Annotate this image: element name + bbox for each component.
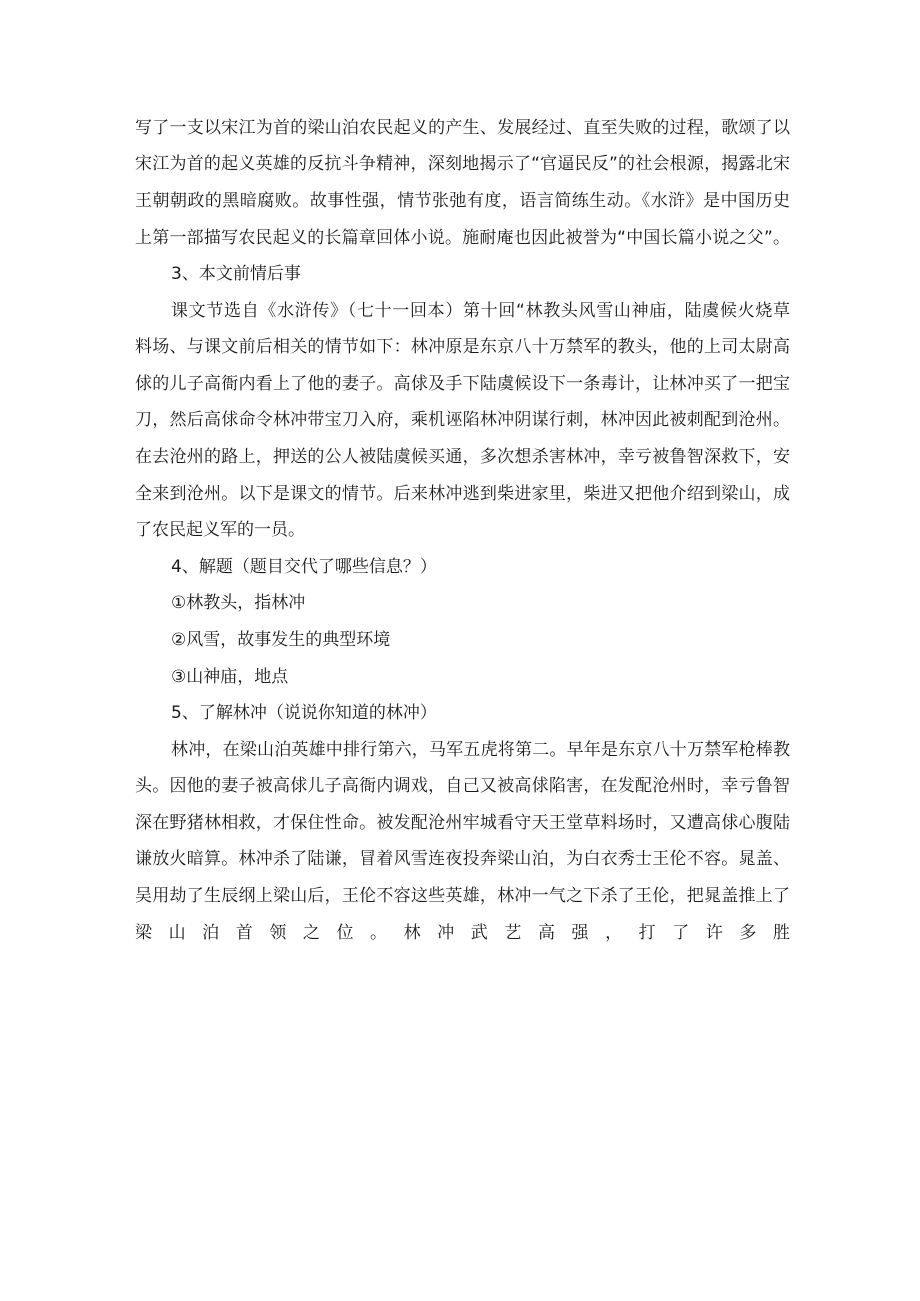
text-line: 写了一支以宋江为首的梁山泊农民起义的产生、发展经过、直至失败的过程，歌颂了以 bbox=[135, 118, 790, 138]
section-heading: 5、了解林冲（说说你知道的林冲） bbox=[171, 703, 437, 723]
section-heading: 3、本文前情后事 bbox=[171, 264, 301, 284]
text-line: 在去沧州的路上，押送的公人被陆虞候买通，多次想杀害林冲，幸亏被鲁智深救下，安 bbox=[135, 447, 790, 467]
list-item: ③山神庙，地点 bbox=[171, 667, 289, 687]
text-line: 全来到沧州。以下是课文的情节。后来林冲逃到柴进家里，柴进又把他介绍到梁山，成 bbox=[135, 484, 790, 504]
text-line: 谦放火暗算。林冲杀了陆谦，冒着风雪连夜投奔梁山泊，为白衣秀士王伦不容。晁盖、 bbox=[135, 849, 790, 869]
text-line: 宋江为首的起义英雄的反抗斗争精神，深刻地揭示了“官逼民反”的社会根源，揭露北宋 bbox=[135, 154, 790, 174]
text-line: 深在野猪林相救，才保住性命。被发配沧州牢城看守天王堂草料场时，又遭高俅心腹陆 bbox=[135, 813, 790, 833]
text-line: 刀，然后高俅命令林冲带宝刀入府，乘机诬陷林冲阴谋行刺，林冲因此被刺配到沧州。 bbox=[135, 410, 790, 430]
text-line: 俅的儿子高衙内看上了他的妻子。高俅及手下陆虞候设下一条毒计，让林冲买了一把宝 bbox=[135, 374, 790, 394]
text-line: 上第一部描写农民起义的长篇章回体小说。施耐庵也因此被誉为“中国长篇小说之父”。 bbox=[135, 228, 790, 248]
text-line: 梁山泊首领之位。林冲武艺高强，打了许多胜 bbox=[135, 923, 790, 943]
text-line: 料场、与课文前后相关的情节如下：林冲原是东京八十万禁军的教头，他的上司太尉高 bbox=[135, 337, 790, 357]
text-line: 王朝朝政的黑暗腐败。故事性强，情节张弛有度，语言简练生动。《水浒》是中国历史 bbox=[135, 191, 790, 211]
text-line: 了农民起义军的一员。 bbox=[135, 520, 305, 540]
section-heading: 4、解题（题目交代了哪些信息？） bbox=[171, 557, 437, 577]
text-line: 吴用劫了生辰纲上梁山后，王伦不容这些英雄，林冲一气之下杀了王伦，把晁盖推上了 bbox=[135, 886, 790, 906]
list-item: ②风雪，故事发生的典型环境 bbox=[171, 630, 391, 650]
text-line: 林冲，在梁山泊英雄中排行第六，马军五虎将第二。早年是东京八十万禁军枪棒教 bbox=[171, 740, 790, 760]
list-item: ①林教头，指林冲 bbox=[171, 593, 306, 613]
text-line: 头。因他的妻子被高俅儿子高衙内调戏，自己又被高俅陷害，在发配沧州时，幸亏鲁智 bbox=[135, 776, 790, 796]
text-line: 课文节选自《水浒传》（七十一回本）第十回“林教头风雪山神庙，陆虞候火烧草 bbox=[171, 301, 790, 321]
